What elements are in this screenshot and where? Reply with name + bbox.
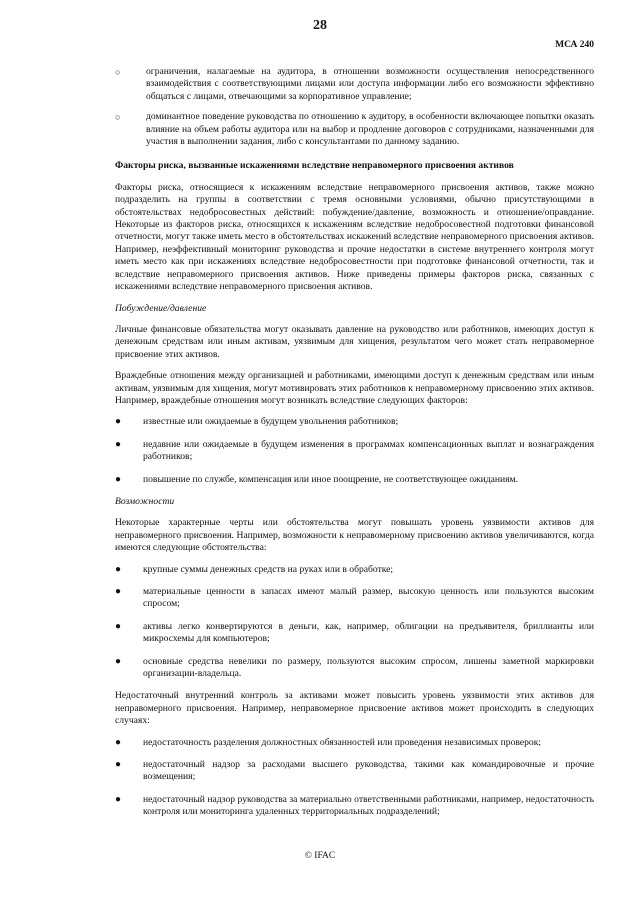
list-item-text: ограничения, налагаемые на аудитора, в отношении возможности осуществления непосредственного взаимодействия с соответствующими лицами или доступа информации либо его возможности эффективно общаться с лицами, отвечающими за корпоративное управление;: [146, 66, 594, 102]
list-item-text: недавние или ожидаемые в будущем изменения в программах компенсационных выплат и вознаграждения работников;: [143, 438, 594, 463]
circle-bullet-icon: ○: [115, 112, 121, 123]
page-content: [115, 66, 594, 829]
list-item-text: доминантное поведение руководства по отношению к аудитору, в особенности включающее попытки оказать влияние на объем работы аудитора или на выбор и продление договоров с сотрудниками, назначенными для участия в выполнении задания, либо с консультантами по данному заданию.: [146, 111, 594, 148]
bullet-icon: ●: [115, 759, 122, 771]
list-item: [115, 416, 594, 428]
list-item-text: недостаточный надзор за расходами высшего руководства, такими как командировочные и прочие возмещения;: [143, 759, 594, 783]
list-item-text: недостаточность разделения должностных обязанностей или проведения независимых проверок;: [143, 736, 542, 748]
section-intro-paragraph: Факторы риска, относящиеся к искажениям вследствие неправомерного присвоения активов, также можно подразделить на группы в соответствии с тремя основными условиями, обычно присутствующими в обстоятельствах недобросовестных действий: побуждение/давление, возможность и отношение/оправдание. Некоторые из факторов риска, относящихся к искажениям вследствие недобросовестной подготовки финансовой отчетности, могут также иметь место в обстоятельствах искажений вследствие неправомерного присвоения активов. Например, неэффективный мониторинг руководства и прочие недостатки в системе внутреннего контроля могут иметь место как при искажениях вследствие недобросовестности при подготовке финансовой отчетности, так и вследствие неправомерного присвоения активов. Ниже приведены примеры факторов риска, связанных с искажениями вследствие неправомерного присвоения активов.: [115, 181, 594, 293]
list-item: [115, 656, 594, 681]
opportunities-heading: Возможности: [115, 495, 175, 507]
document-code: МСА 240: [555, 40, 594, 50]
list-item: [115, 794, 594, 819]
list-item-text: основные средства невелики по размеру, пользуются высоким спросом, лишены заметной маркировки организации-владельца.: [143, 655, 594, 680]
list-item: [115, 111, 594, 148]
list-item: [115, 621, 594, 646]
circle-bullet-icon: ○: [115, 67, 121, 77]
pressure-heading: Побуждение/давление: [115, 302, 207, 314]
list-item: [115, 737, 594, 749]
list-item-text: активы легко конвертируются в деньги, как, например, облигации на предъявителя, бриллианты или микросхемы для компьютеров;: [143, 620, 594, 645]
intro-list: [115, 66, 594, 148]
list-item-text: крупные суммы денежных средств на руках или в обработке;: [143, 563, 394, 575]
bullet-icon: ●: [115, 793, 122, 805]
bullet-icon: ●: [115, 736, 122, 748]
pressure-list: [115, 416, 594, 486]
opportunities-paragraph-1: Некоторые характерные черты или обстоятельства могут повышать уровень уязвимости активов для неправомерного присвоения. Например, возможности к неправомерному присвоению активов увеличиваются, когда имеются следующие обстоятельства:: [115, 517, 594, 554]
list-item: [115, 474, 594, 486]
bullet-icon: ●: [115, 586, 122, 597]
footer-copyright: © IFAC: [304, 851, 336, 861]
bullet-icon: ●: [115, 563, 122, 575]
pressure-paragraph-1: Личные финансовые обязательства могут оказывать давление на руководство или работников, имеющих доступ к денежным средствам или иным активам, уязвимым для хищения, результатом чего может стать неправомерное присвоение этих активов.: [115, 323, 594, 360]
section-heading: Факторы риска, вызванные искажениями вследствие неправомерного присвоения активов: [115, 160, 514, 172]
list-item: [115, 66, 594, 103]
list-item: [115, 759, 594, 784]
control-weakness-list: [115, 737, 594, 819]
list-item: [115, 439, 594, 464]
list-item-text: недостаточный надзор руководства за материально ответственными работниками, например, недостаточность контроля или мониторинга удаленных территориальных подразделений;: [143, 793, 594, 818]
page-number: 28: [313, 18, 327, 33]
bullet-icon: ●: [115, 620, 122, 632]
bullet-icon: ●: [115, 473, 122, 485]
opportunities-list: [115, 564, 594, 681]
opportunities-paragraph-2: Недостаточный внутренний контроль за активами может повысить уровень уязвимости этих активов для неправомерного присвоения. Например, неправомерное присвоение активов может происходить в следующих случаях:: [115, 690, 594, 727]
bullet-icon: ●: [115, 416, 122, 428]
list-item-text: известные или ожидаемые в будущем увольнения работников;: [143, 416, 399, 428]
pressure-paragraph-2: Враждебные отношения между организацией и работниками, имеющими доступ к денежным средствам или иным активам, уязвимым для хищения, могут мотивировать этих работников к неправомерному присвоению этих активов. Например, враждебные отношения могут возникать вследствие следующих факторов:: [115, 370, 594, 406]
list-item: [115, 564, 594, 576]
list-item-text: повышение по службе, компенсация или иное поощрение, не соответствующее ожиданиям.: [143, 473, 518, 485]
bullet-icon: ●: [115, 438, 122, 450]
list-item-text: материальные ценности в запасах имеют малый размер, высокую ценность или пользуются высоким спросом;: [143, 586, 594, 610]
list-item: [115, 586, 594, 611]
bullet-icon: ●: [115, 655, 122, 667]
